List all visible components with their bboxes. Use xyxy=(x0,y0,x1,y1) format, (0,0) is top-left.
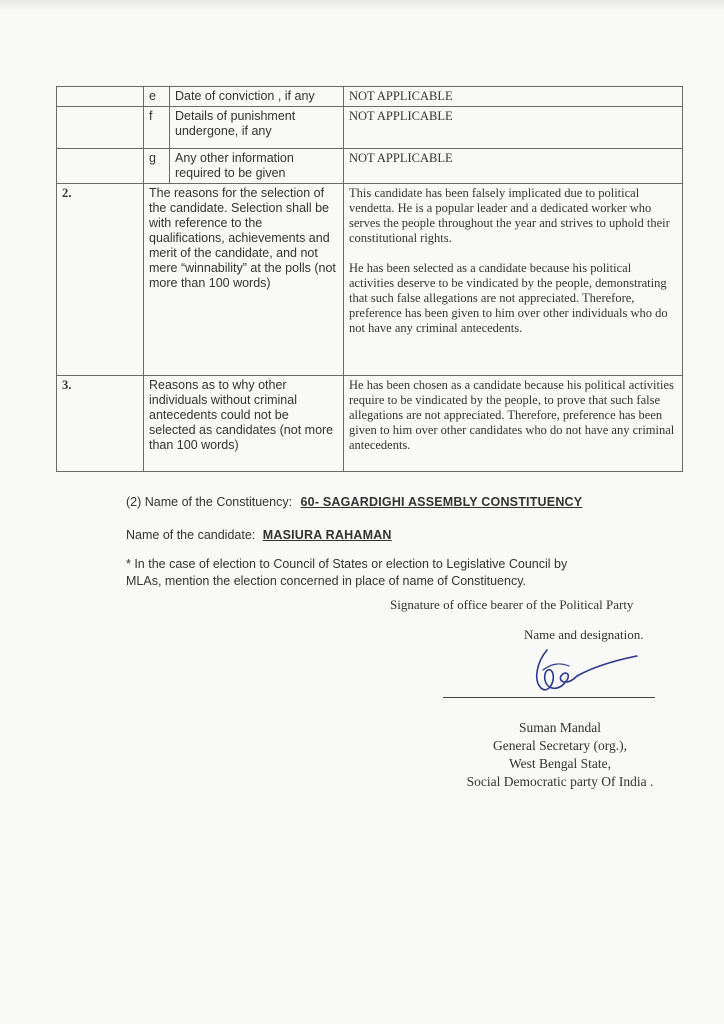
signatory-designation: General Secretary (org.), xyxy=(493,738,627,753)
number-cell xyxy=(57,149,144,184)
constituency-value: 60- SAGARDIGHI ASSEMBLY CONSTITUENCY xyxy=(300,495,583,509)
row-label: Any other information required to be given xyxy=(170,149,344,184)
table-row-item-3 xyxy=(57,376,683,472)
sub-item-letter: e xyxy=(144,87,170,107)
table-row xyxy=(57,149,683,184)
signatory-name: Suman Mandal xyxy=(518,720,602,735)
signature-line xyxy=(443,697,655,698)
sub-item-letter: f xyxy=(144,107,170,149)
candidate-line xyxy=(126,528,392,542)
table-row xyxy=(57,107,683,149)
scan-edge xyxy=(0,0,724,10)
disclosure-table xyxy=(56,86,683,472)
item-question: The reasons for the selection of the candidate. Selection shall be with reference to the qualifications, achievements and merit of the candidate, and not mere “winnability” at the polls (not more than 100 words) xyxy=(144,184,344,376)
signatory-party: Social Democratic party Of India . xyxy=(466,774,654,789)
row-value: NOT APPLICABLE xyxy=(344,87,683,107)
footnote: * In the case of election to Council of States or election to Legislative Council by MLAs, mention the election concerned in place of name of Constituency. xyxy=(126,557,568,588)
candidate-label: Name of the candidate: xyxy=(126,528,256,542)
number-cell xyxy=(57,87,144,107)
answer-paragraph: He has been selected as a candidate because his political activities deserve to be vindicated by the people, demonstrating that such false allegations are not appreciated. Therefore, preference has been given to him over other individuals who do not have any criminal antecedents. xyxy=(349,261,668,335)
table-row-item-2 xyxy=(57,184,683,376)
sub-item-letter: g xyxy=(144,149,170,184)
item-number: 3. xyxy=(57,376,144,472)
answer-paragraph: This candidate has been falsely implicated due to political vendetta. He is a popular leader and a dedicated worker who serves the people throughout the year and strives to uphold their constitutional rights. xyxy=(349,186,670,245)
row-value: NOT APPLICABLE xyxy=(344,149,683,184)
row-label: Details of punishment undergone, if any xyxy=(170,107,344,149)
item-number: 2. xyxy=(57,184,144,376)
number-cell xyxy=(57,107,144,149)
handwritten-signature xyxy=(525,640,645,700)
row-label: Date of conviction , if any xyxy=(170,87,344,107)
candidate-value: MASIURA RAHAMAN xyxy=(262,528,392,542)
signatory-state: West Bengal State, xyxy=(508,756,611,771)
table-row xyxy=(57,87,683,107)
item-question: Reasons as to why other individuals without criminal antecedents could not be selected as candidates (not more than 100 words) xyxy=(144,376,344,472)
constituency-line xyxy=(126,495,582,509)
item-answer xyxy=(344,184,683,376)
item-answer: He has been chosen as a candidate because his political activities require to be vindicated by the people, to prove that such false allegations are not appreciated. Therefore, preference has been given to him over other candidates who do not have any criminal antecedents. xyxy=(344,376,683,472)
signature-subheading: Name and designation. xyxy=(524,627,644,642)
signature-heading: Signature of office bearer of the Political Party xyxy=(390,597,634,612)
constituency-label: (2) Name of the Constituency: xyxy=(126,495,293,509)
signatory-block xyxy=(440,719,680,791)
row-value: NOT APPLICABLE xyxy=(344,107,683,149)
